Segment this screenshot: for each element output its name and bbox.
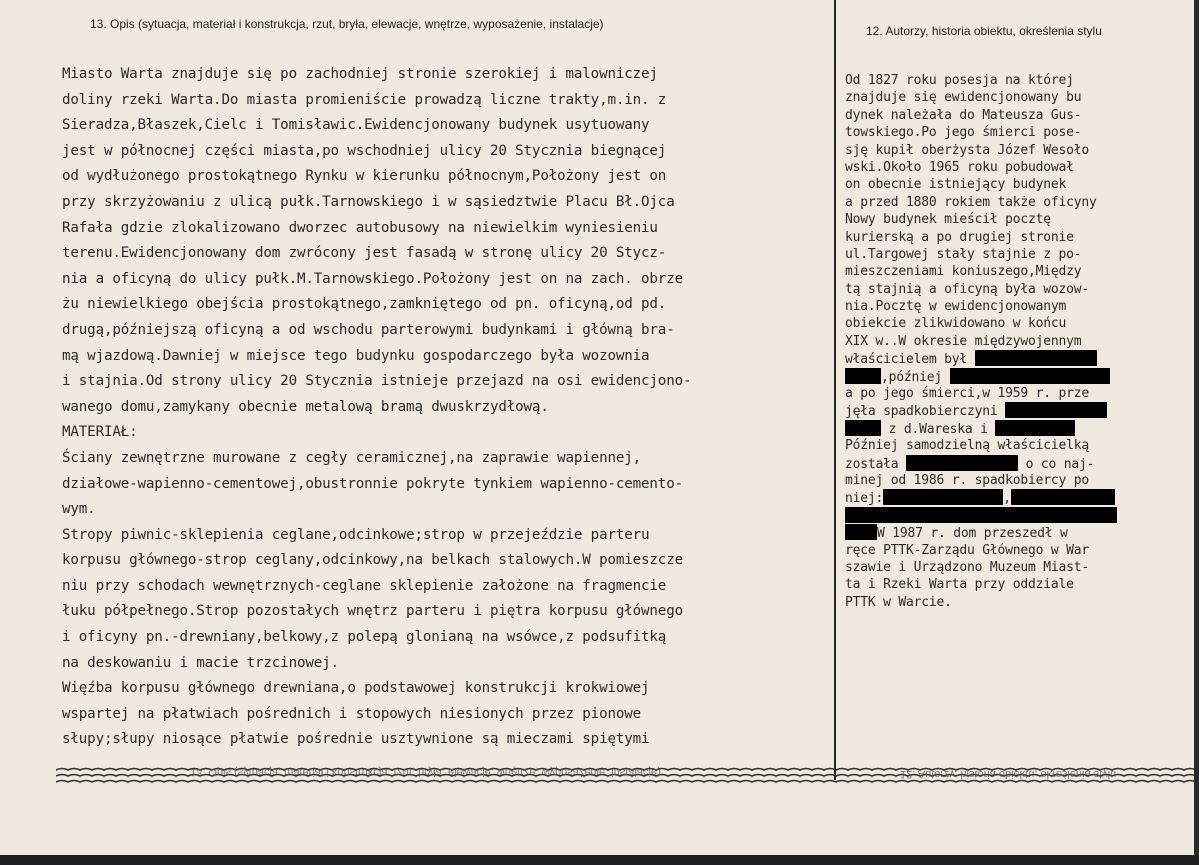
description-line: Więźba korpusu głównego drewniana,o podstawowej konstrukcji krokwiowej	[62, 680, 650, 697]
description-line: MATERIAŁ:	[62, 424, 138, 441]
redaction-block	[845, 368, 881, 384]
history-line	[845, 507, 1185, 524]
description-line: Ściany zewnętrzne murowane z cegły ceramicznej,na zaprawie wapiennej,	[62, 449, 642, 466]
history-line	[845, 368, 1185, 385]
description-line: terenu.Ewidencjonowany dom zwrócony jest fasadą w stronę ulicy 20 Stycz-	[62, 245, 667, 262]
history-line	[845, 455, 1185, 472]
history-line-text: ,	[1003, 491, 1011, 507]
history-line-text: o co naj-	[1018, 456, 1095, 472]
redaction-block	[845, 507, 1117, 523]
description-line: wspartej na płatwiach pośrednich i stopowych niesionych przez pionowe	[62, 705, 642, 722]
description-line: doliny rzeki Warta.Do miasta promieniście prowadzą liczne trakty,m.in. z	[62, 91, 667, 108]
history-line: ta i Rzeki Warta przy oddziale	[845, 577, 1074, 593]
header-history: 12. Autorzy, historia obiektu, określenia stylu	[866, 24, 1102, 38]
history-line: ul.Targowej stały stajnie z po-	[845, 246, 1082, 262]
redaction-block	[950, 368, 1110, 384]
description-line: działowe-wapienno-cementowej,obustronnie pokryte tynkiem wapienno-cemento-	[62, 475, 683, 492]
description-line: i stajnia.Od strony ulicy 20 Stycznia istnieje przejazd na osi ewidencjono-	[62, 373, 692, 390]
redaction-block	[995, 420, 1075, 436]
history-line	[845, 402, 1185, 419]
history-line: minej od 1986 r. spadkobiercy po	[845, 472, 1090, 488]
description-line: łuku półpełnego.Strop pozostałych wnętrz parteru i piętra korpusu głównego	[62, 603, 683, 620]
description-line: jest w północnej części miasta,po wschodniej ulicy 20 Stycznia biegnącej	[62, 142, 667, 159]
mirrored-header-left: 13. Opis (sytuacja, materiał i konstrukcja, rzut, bryła, elewacje, wnętrze, wyposażenie, instalacje)	[190, 766, 661, 778]
redaction-block	[845, 420, 881, 436]
history-text	[845, 72, 1185, 611]
description-line: żu niewielkiego obejścia prostokątnego,zamkniętego od pn. oficyną,od pd.	[62, 296, 667, 313]
description-line: przy skrzyżowaniu z ulicą pułk.Tarnowskiego i w sąsiedztwie Placu Bł.Ojca	[62, 193, 675, 210]
description-line: mą wjazdową.Dawniej w miejsce tego budynku gospodarczego była wozownia	[62, 347, 650, 364]
description-line: niu przy schodach wewnętrznych-ceglane sklepienie założone na fragmencie	[62, 577, 667, 594]
description-line: i oficyny pn.-drewniany,belkowy,z polepą glonianą na wsówce,z podsufitką	[62, 629, 667, 646]
history-line: kurierską a po drugiej stronie	[845, 229, 1074, 245]
description-line: wanego domu,zamykany obecnie metalową bramą dwuskrzydłową.	[62, 398, 549, 415]
history-line: wski.Około 1965 roku pobudował	[845, 159, 1074, 175]
history-line-text: W 1987 r. dom przeszedł w	[877, 526, 1068, 542]
redaction-block	[975, 350, 1097, 366]
history-line: znajduje się ewidencjonowany bu	[845, 90, 1082, 106]
description-line: nia a oficyną do ulicy pułk.M.Tarnowskiego.Położony jest on na zach. obrze	[62, 270, 683, 287]
scan-edge-right	[1194, 0, 1199, 865]
history-line: dynek należała do Mateusza Gus-	[845, 107, 1082, 123]
history-line-text: została	[845, 456, 907, 472]
history-line: Od 1827 roku posesja na której	[845, 73, 1074, 88]
description-line: Rafała gdzie zlokalizowano dworzec autobusowy na niewielkim wyniesieniu	[62, 219, 658, 236]
history-line	[845, 350, 1185, 367]
description-line: od wydłużonego prostokątnego Rynku w kierunku północnym,Położony jest on	[62, 168, 667, 185]
description-line: korpusu głównego-strop ceglany,odcinkowy,na belkach stalowych.W pomieszcze	[62, 552, 683, 569]
history-line-text: niej:	[845, 491, 884, 507]
history-line: nia.Pocztę w ewidencjonowanym	[845, 299, 1067, 315]
history-line: sję kupił oberżysta Józef Wesoło	[845, 142, 1090, 158]
history-line: szawie i Urządzono Muzeum Miast-	[845, 559, 1090, 575]
history-line: towskiego.Po jego śmierci pose-	[845, 125, 1082, 141]
redaction-block	[1005, 402, 1107, 418]
description-line: na deskowaniu i macie trzcinowej.	[62, 654, 339, 671]
history-line	[845, 489, 1185, 506]
scan-edge-bottom	[0, 855, 1199, 865]
description-line: Miasto Warta znajduje się po zachodniej stronie szerokiej i malowniczej	[62, 66, 658, 82]
redaction-block	[883, 489, 1003, 505]
redaction-block	[845, 524, 877, 540]
mirrored-header-right: 12. Autorzy, historia obiektu, określenia stylu	[900, 768, 1117, 780]
description-text	[62, 62, 822, 767]
history-line-text: jęła spadkobierczyni	[845, 404, 1006, 420]
history-line: ręce PTTK-Zarządu Głównego w War	[845, 542, 1090, 558]
header-description: 13. Opis (sytuacja, materiał i konstrukcja, rzut, bryła, elewacje, wnętrze, wyposażenie, instalacje)	[90, 17, 604, 31]
history-line	[845, 420, 1185, 437]
redaction-block	[1011, 489, 1115, 505]
history-line-text: właścicielem był	[845, 352, 975, 368]
history-line: a przed 1880 rokiem także oficyny	[845, 194, 1097, 210]
history-line: XIX w..W okresie międzywojennym	[845, 333, 1082, 349]
description-line: Stropy piwnic-sklepienia ceglane,odcinkowe;strop w przejeździe parteru	[62, 526, 650, 543]
history-line: a po jego śmierci,w 1959 r. prze	[845, 386, 1090, 402]
history-line	[845, 524, 1185, 541]
history-line: Później samodzielną właścicielką	[845, 438, 1090, 454]
redaction-block	[906, 455, 1018, 471]
description-line: Sieradza,Błaszek,Cielc i Tomisławic.Ewidencjonowany budynek usytuowany	[62, 117, 650, 134]
description-line: słupy;słupy niosące płatwie pośrednie usztywnione są mieczami spiętymi	[62, 731, 650, 748]
history-line: mieszczeniami koniuszego,Między	[845, 264, 1082, 280]
history-line: PTTK w Warcie.	[845, 594, 952, 610]
history-line: tą stajnią a oficyną była wozow-	[845, 281, 1090, 297]
column-divider	[834, 0, 836, 780]
history-line: on obecnie istniejący budynek	[845, 177, 1067, 193]
description-line: wym.	[62, 501, 96, 518]
description-line: drugą,późniejszą oficyną a od wschodu parterowymi budynkami i główną bra-	[62, 321, 675, 338]
history-line: obiekcie zlikwidowano w końcu	[845, 316, 1067, 332]
history-line-text: ,później	[881, 369, 950, 385]
history-line: Nowy budynek mieścił pocztę	[845, 212, 1051, 228]
history-line-text: z d.Wareska i	[881, 421, 996, 437]
